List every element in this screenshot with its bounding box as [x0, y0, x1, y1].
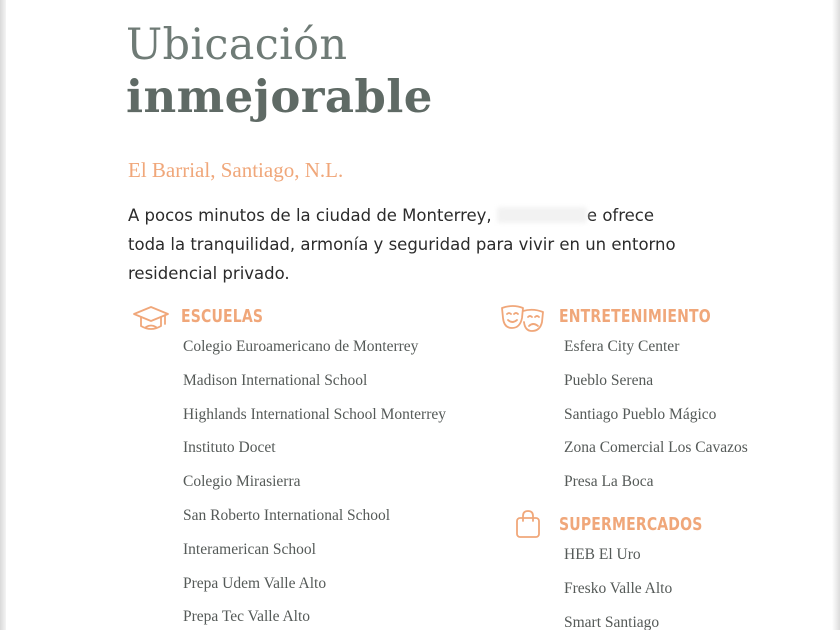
intro-line-3: residencial privado. — [128, 264, 290, 283]
theater-masks-icon — [499, 302, 547, 334]
redacted-name — [497, 207, 587, 223]
list-item: Madison International School — [183, 371, 368, 389]
list-item: Pueblo Serena — [564, 371, 654, 389]
section-heading-entretenimiento: ENTRETENIMIENTO — [559, 306, 711, 327]
location-subtitle: El Barrial, Santiago, N.L. — [128, 158, 344, 182]
list-item: Highlands International School Monterrey — [183, 405, 447, 423]
list-item: Interamerican School — [183, 540, 316, 558]
list-item: Colegio Mirasierra — [183, 473, 301, 491]
decorative-arc — [0, 0, 80, 80]
section-heading-supermercados: SUPERMERCADOS — [559, 514, 703, 535]
page-edge-right — [832, 0, 840, 630]
list-item: Instituto Docet — [183, 439, 276, 457]
list-supermercados — [564, 546, 672, 630]
list-item: Prepa Tec Valle Alto — [183, 608, 311, 626]
list-item: Fresko Valle Alto — [564, 579, 673, 597]
list-item: Santiago Pueblo Mágico — [564, 405, 717, 423]
shopping-bag-icon — [512, 508, 544, 540]
list-item: Colegio Euroamericano de Monterrey — [183, 338, 419, 355]
list-item: Prepa Udem Valle Alto — [183, 574, 327, 592]
page-title-line1: Ubicación — [126, 20, 348, 70]
page-title-line2: inmejorable — [126, 70, 433, 123]
intro-line-1-start: A pocos minutos de la ciudad de Monterrey, — [128, 206, 492, 225]
intro-paragraph — [128, 201, 768, 288]
page-edge-left — [0, 0, 6, 630]
list-escuelas — [183, 338, 446, 630]
intro-line-2: toda la tranquilidad, armonía y seguridad para vivir en un entorno — [128, 235, 676, 254]
list-item: Zona Comercial Los Cavazos — [564, 439, 748, 457]
list-item: HEB El Uro — [564, 546, 641, 563]
list-entretenimiento — [564, 338, 748, 507]
intro-line-1 — [128, 201, 768, 230]
list-item: Presa La Boca — [564, 473, 654, 491]
intro-line-1-end: e ofrece — [586, 206, 655, 225]
graduation-cap-icon — [131, 302, 171, 334]
list-item: San Roberto International School — [183, 506, 391, 524]
section-heading-escuelas: ESCUELAS — [181, 306, 264, 327]
list-item: Smart Santiago — [564, 613, 660, 630]
list-item: Esfera City Center — [564, 338, 680, 355]
